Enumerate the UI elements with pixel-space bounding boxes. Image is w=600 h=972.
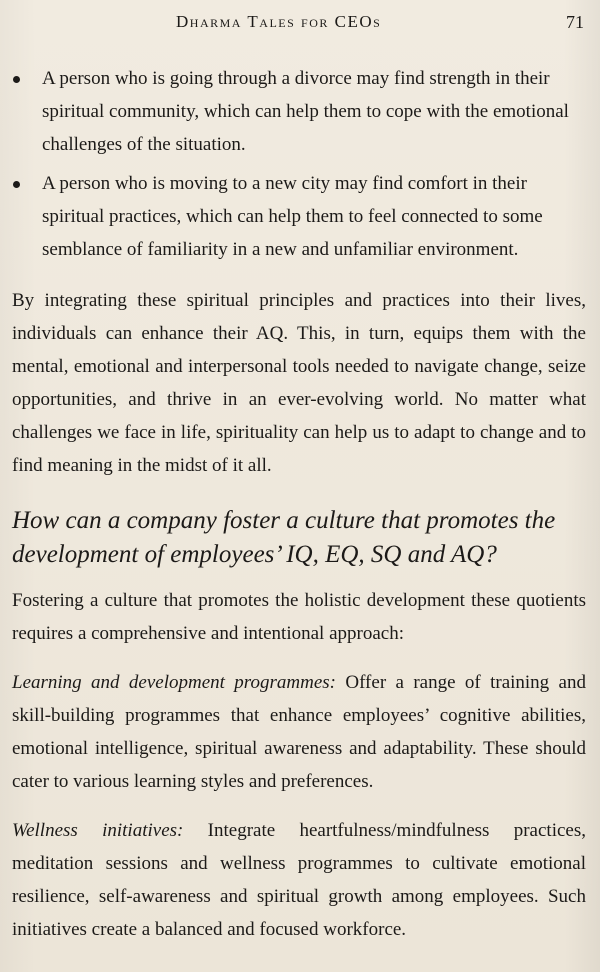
- list-item: [12, 62, 586, 161]
- list-item-text: A person who is moving to a new city may find comfort in their spiritual practices, which can help them to feel connected to some semblance of familiarity in a new and unfamiliar environment.: [42, 173, 543, 260]
- subsection-text: Offer a range of training and skill-building programmes that enhance employees’ cognitive abilities, emotional intelligence, spiritual awareness and adaptability. These should cater to various learning styles and preferences.: [12, 672, 586, 792]
- subsection-learning-development: [12, 666, 586, 798]
- list-item-text: A person who is going through a divorce may find strength in their spiritual community, which can help them to cope with the emotional challenges of the situation.: [42, 68, 569, 155]
- subsection-text: Integrate heartfulness/mindfulness practices, meditation sessions and wellness programmes to cultivate emotional resilience, self-awareness and spiritual growth among employees. Such initiatives create a balanced and focused workforce.: [12, 820, 586, 940]
- section-heading: How can a company foster a culture that promotes the development of employees’ IQ, EQ, SQ and AQ?: [12, 507, 556, 568]
- subsection-lead: Learning and development programmes:: [12, 672, 336, 693]
- subsection-wellness: [12, 814, 586, 946]
- book-title: Dharma Tales for CEOs: [176, 12, 382, 31]
- bullet-icon: [13, 181, 20, 188]
- bullet-icon: [13, 76, 20, 83]
- page-number: 71: [566, 12, 584, 32]
- subsection-lead: Wellness initiatives:: [12, 820, 184, 841]
- paragraph-fostering-culture: Fostering a culture that promotes the holistic development these quotients requires a comprehensive and intentional approach:: [12, 590, 586, 644]
- running-head: [0, 12, 600, 36]
- paragraph-aq-integration: By integrating these spiritual principles and practices into their lives, individuals can enhance their AQ. This, in turn, equips them with the mental, emotional and interpersonal tools needed to navigate change, seize opportunities, and thrive in an ever-evolving world. No matter what challenges we face in life, spirituality can help us to adapt to change and to find meaning in the midst of it all.: [12, 290, 586, 476]
- page-content: [12, 62, 586, 946]
- bullet-list: [12, 62, 586, 266]
- list-item: [12, 167, 586, 266]
